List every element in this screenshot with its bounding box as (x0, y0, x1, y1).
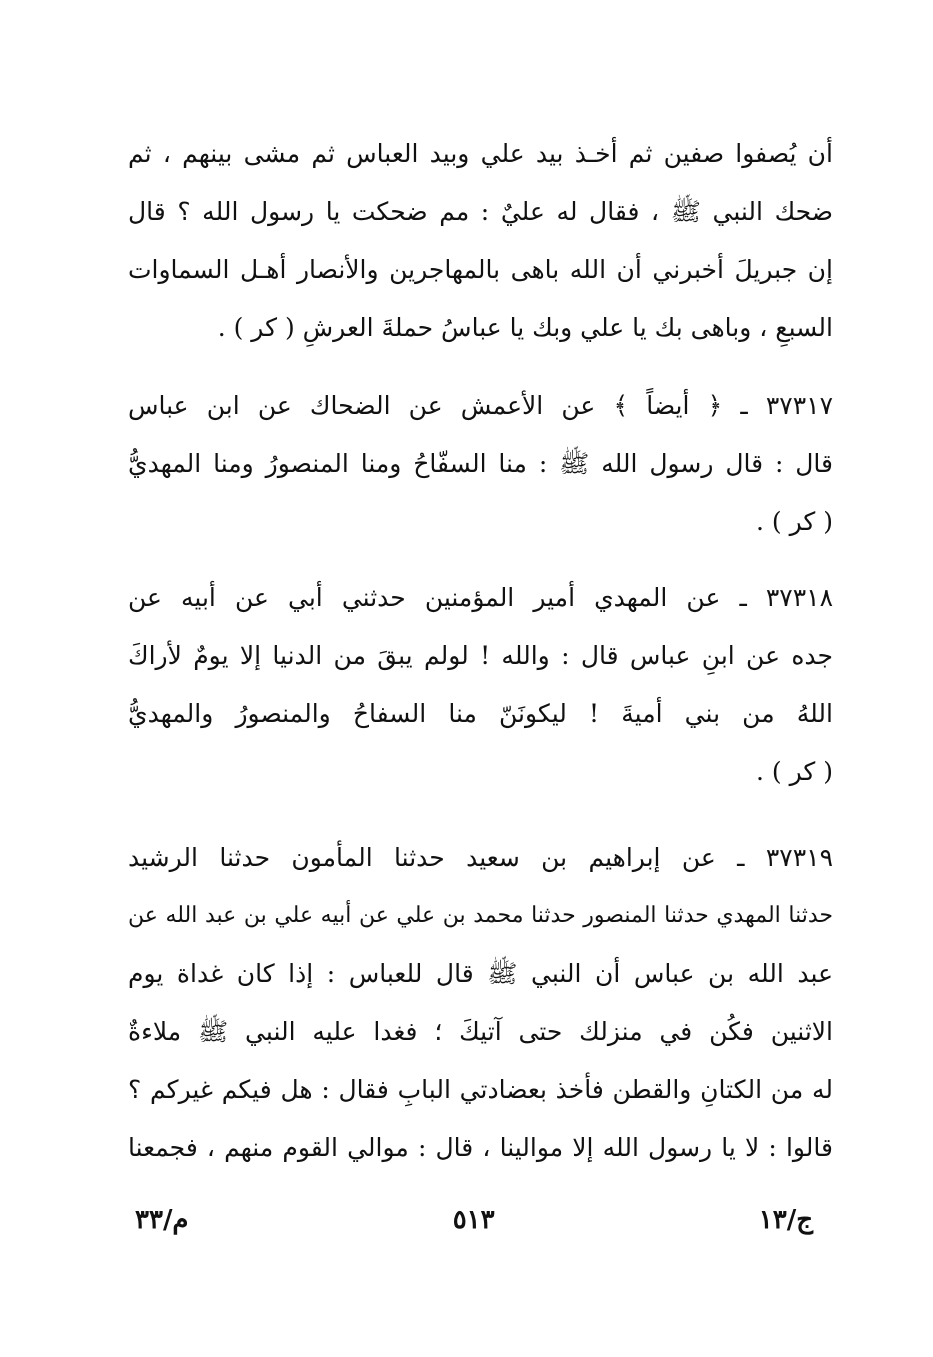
text-line: ٣٧٣١٨ ـ عن المهدي أمير المؤمنين حدثني أبي عن أبيه عن (128, 583, 833, 612)
hadith-37319 (128, 829, 833, 1177)
paragraph-1 (128, 125, 833, 357)
text-line: ضحك النبي ﷺ ، فقال له عليٌ : مم ضحكت يا رسول الله ؟ قال (128, 197, 833, 226)
text-line: قالوا : لا يا رسول الله إلا موالينا ، قال : موالي القوم منهم ، فجمعنا (128, 1133, 833, 1162)
text-line: عبد الله بن عباس أن النبي ﷺ قال للعباس : إذا كان غداة يوم (128, 959, 833, 988)
volume-label: ج/١٣ (758, 1205, 813, 1235)
main-text (128, 125, 833, 1177)
text-line: إن جبريلَ أخبرني أن الله باهى بالمهاجرين والأنصار أهـل السماوات (128, 255, 833, 284)
text-line: له من الكتانِ والقطن فأخذ بعضادتي البابِ فقال : هل فيكم غيركم ؟ (128, 1075, 833, 1104)
text-line: ( كر ) . (756, 507, 833, 536)
text-line: أن يُصفوا صفين ثم أخـذ بيد علي وبيد العباس ثم مشى بينهم ، ثم (128, 139, 833, 168)
text-line: اللهُ من بني أميةَ ! ليكونَنّ منا السفاحُ والمنصورُ والمهديُّ (128, 699, 833, 728)
page-number: ٥١٣ (452, 1205, 495, 1235)
hadith-37317 (128, 377, 833, 551)
hadith-37318 (128, 569, 833, 801)
text-line: قال : قال رسول الله ﷺ : منا السفّاحُ ومنا المنصورُ ومنا المهديُّ (128, 449, 833, 478)
text-line: ٣٧٣١٩ ـ عن إبراهيم بن سعيد حدثنا المأمون حدثنا الرشيد (128, 843, 833, 872)
text-line: السبعِ ، وباهى بك يا علي وبك يا عباسُ حملةَ العرشِ ( كر ) . (217, 313, 833, 342)
text-line: ٣٧٣١٧ ـ ﴿ أيضاً ﴾ عن الأعمش عن الضحاك عن ابن عباس (128, 391, 833, 420)
text-line: ( كر ) . (756, 757, 833, 786)
signature-mark: م/٣٣ (135, 1205, 189, 1235)
text-line: حدثنا المهدي حدثنا المنصور حدثنا محمد بن علي عن أبيه علي بن عبد الله عن (128, 903, 833, 928)
page-footer (135, 1200, 813, 1240)
text-line: جده عن ابنِ عباس قال : والله ! لولم يبقَ من الدنيا إلا يومٌ لأراكَ (128, 641, 833, 670)
text-line: الاثنين فكُن في منزلك حتى آتيكَ ؛ فغدا عليه النبي ﷺ ملاءةٌ (128, 1017, 833, 1046)
